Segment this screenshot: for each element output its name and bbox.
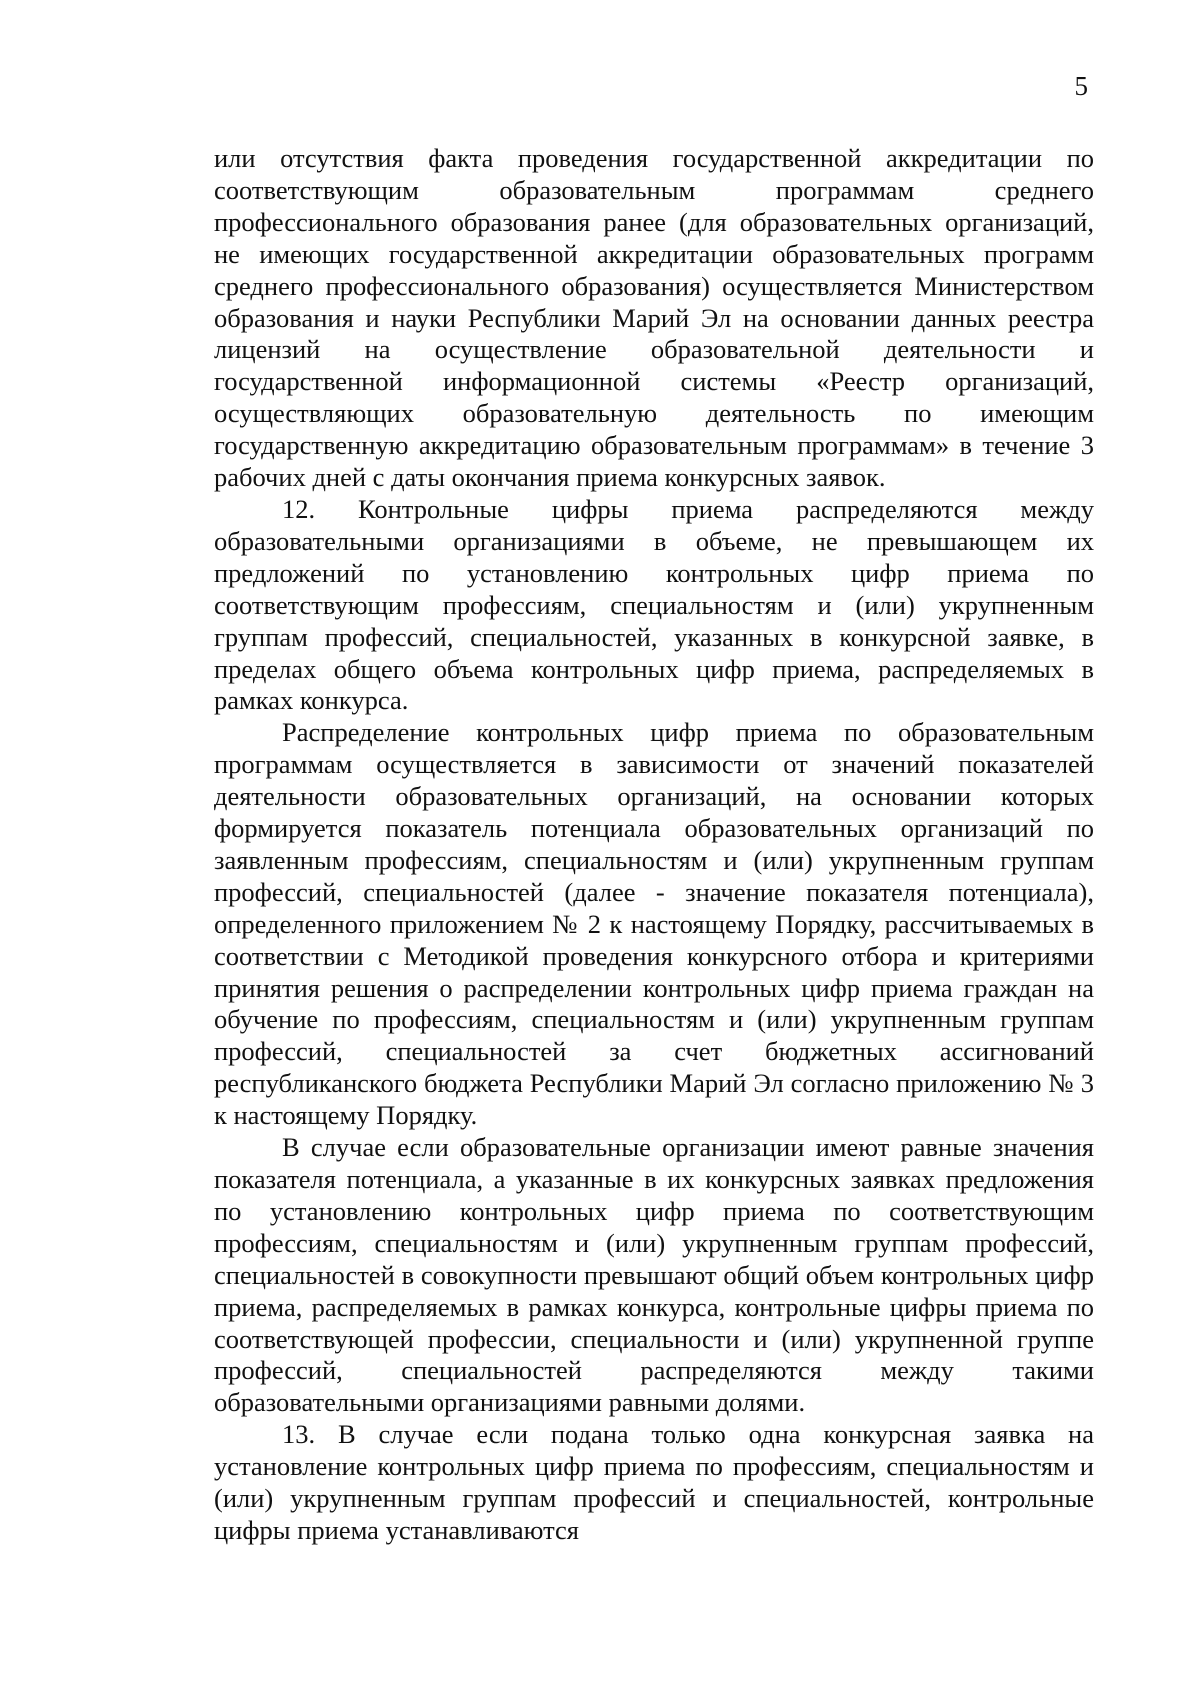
page-number: 5 bbox=[1074, 71, 1088, 101]
paragraph-accreditation-continuation: или отсутствия факта проведения государственной аккредитации по соответствующим образовательным программам среднего профессионального образования ранее (для образовательных организаций, не имеющих государственной аккредитации образовательных программ среднего профессионального образования) осуществляется Министерством образования и науки Республики Марий Эл на основании данных реестра лицензий на осуществление образовательной деятельности и государственной информационной системы «Реестр организаций, осуществляющих образовательную деятельность по имеющим государственную аккредитацию образовательным программам» в течение 3 рабочих дней с даты окончания приема конкурсных заявок. bbox=[214, 143, 1094, 493]
paragraph-item-12: 12. Контрольные цифры приема распределяются между образовательными организациями в объеме, не превышающем их предложений по установлению контрольных цифр приема по соответствующим профессиям, специальностям и (или) укрупненным группам профессий, специальностей, указанных в конкурсной заявке, в пределах общего объема контрольных цифр приема, распределяемых в рамках конкурса. bbox=[214, 493, 1094, 716]
paragraph-equal-potential: В случае если образовательные организации имеют равные значения показателя потенциала, а указанные в их конкурсных заявках предложения по установлению контрольных цифр приема по соответствующим профессиям, специальностям и (или) укрупненным группам профессий, специальностей в совокупности превышают общий объем контрольных цифр приема, распределяемых в рамках конкурса, контрольные цифры приема по соответствующей профессии, специальности и (или) укрупненной группе профессий, специальностей распределяются между такими образовательными организациями равными долями. bbox=[214, 1132, 1094, 1418]
paragraph-distribution: Распределение контрольных цифр приема по образовательным программам осуществляется в зависимости от значений показателей деятельности образовательных организаций, на основании которых формируется показатель потенциала образовательных организаций по заявленным профессиям, специальностям и (или) укрупненным группам профессий, специальностей (далее - значение показателя потенциала), определенного приложением № 2 к настоящему Порядку, рассчитываемых в соответствии с Методикой проведения конкурсного отбора и критериями принятия решения о распределении контрольных цифр приема граждан на обучение по профессиям, специальностям и (или) укрупненным группам профессий, специальностей за счет бюджетных ассигнований республиканского бюджета Республики Марий Эл согласно приложению № 3 к настоящему Порядку. bbox=[214, 717, 1094, 1131]
document-body bbox=[214, 143, 1094, 1547]
paragraph-item-13: 13. В случае если подана только одна конкурсная заявка на установление контрольных цифр приема по профессиям, специальностям и (или) укрупненным группам профессий и специальностей, контрольные цифры приема устанавливаются bbox=[214, 1419, 1094, 1545]
